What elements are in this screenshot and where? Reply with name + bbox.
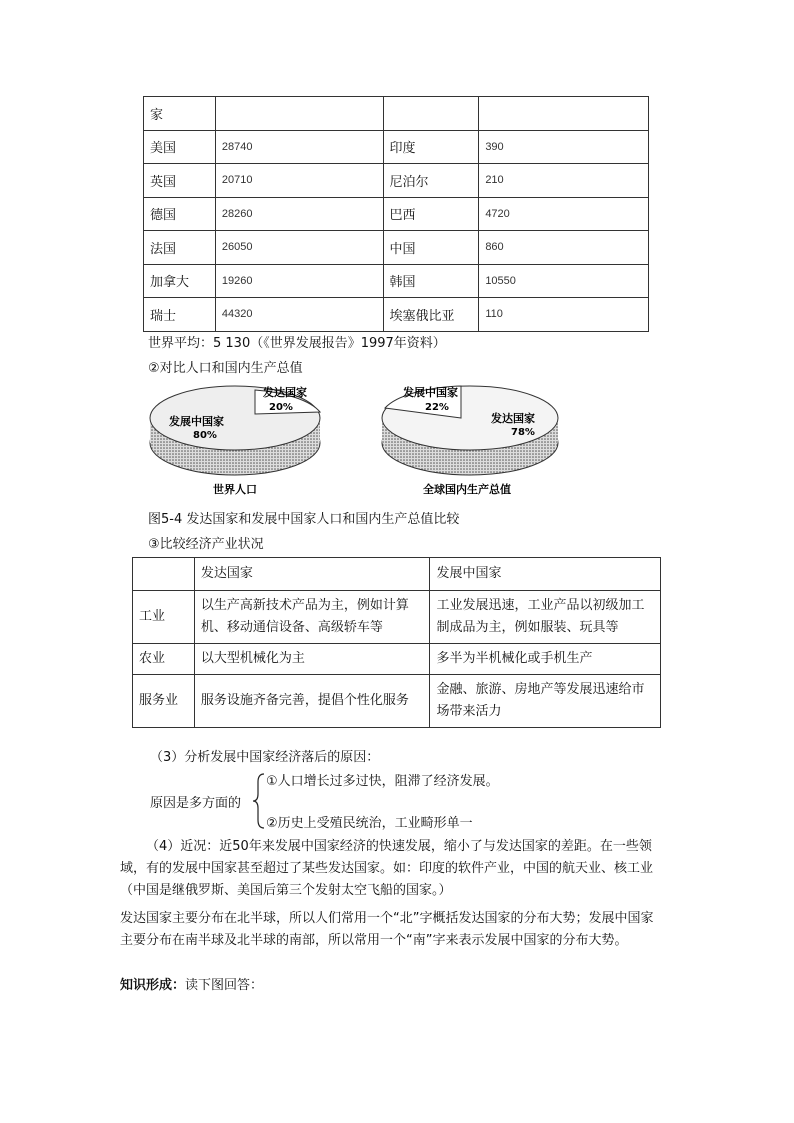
income-table-cell: 中国 bbox=[383, 231, 479, 265]
income-table-cell: 英国 bbox=[144, 164, 216, 198]
pie-gdp-developing-pct: 22% bbox=[425, 402, 449, 413]
income-table-cell: 390 bbox=[479, 130, 649, 164]
income-table-cell bbox=[383, 97, 479, 131]
industry-table-cell: 服务业 bbox=[133, 675, 195, 728]
income-table bbox=[143, 96, 649, 332]
industry-table-row bbox=[133, 591, 661, 644]
reasons-lead: 原因是多方面的 bbox=[150, 796, 242, 811]
income-table-cell: 19260 bbox=[215, 264, 383, 298]
pie-population bbox=[150, 385, 320, 496]
brace-icon bbox=[252, 772, 266, 830]
knowledge-line bbox=[120, 974, 263, 993]
pie-gdp-developed-label: 发达国家 bbox=[491, 412, 535, 425]
section3b-title: （3）分析发展中国家经济落后的原因： bbox=[150, 750, 380, 765]
income-table-cell: 26050 bbox=[215, 231, 383, 265]
industry-table-cell: 金融、旅游、房地产等发展迅速给市场带来活力 bbox=[430, 675, 661, 728]
pie-gdp-caption: 全球国内生产总值 bbox=[423, 483, 511, 496]
industry-table bbox=[132, 557, 661, 728]
income-table-row bbox=[144, 197, 649, 231]
reason-2: ②历史上受殖民统治，工业畸形单一 bbox=[266, 816, 473, 831]
pie-gdp bbox=[382, 385, 558, 496]
income-table-cell: 瑞士 bbox=[144, 298, 216, 332]
industry-table-row bbox=[133, 675, 661, 728]
income-table-row bbox=[144, 298, 649, 332]
income-table-cell: 28740 bbox=[215, 130, 383, 164]
industry-table-cell: 以生产高新技术产品为主，例如计算机、移动通信设备、高级轿车等 bbox=[194, 591, 430, 644]
industry-table-cell: 农业 bbox=[133, 644, 195, 675]
industry-table-header: 发展中国家 bbox=[430, 558, 661, 591]
income-table-cell: 10550 bbox=[479, 264, 649, 298]
industry-table-cell: 工业发展迅速，工业产品以初级加工制成品为主，例如服装、玩具等 bbox=[430, 591, 661, 644]
pie-population-developed-pct: 20% bbox=[269, 402, 293, 413]
income-table-cell: 家 bbox=[144, 97, 216, 131]
income-table-cell: 巴西 bbox=[383, 197, 479, 231]
industry-table-cell: 服务设施齐备完善，提倡个性化服务 bbox=[194, 675, 430, 728]
knowledge-text: 读下图回答： bbox=[185, 978, 264, 993]
pie-gdp-developed-pct: 78% bbox=[511, 427, 535, 438]
section2-title: ②对比人口和国内生产总值 bbox=[148, 361, 303, 376]
industry-table-cell: 多半为半机械化或手机生产 bbox=[430, 644, 661, 675]
income-table-cell: 20710 bbox=[215, 164, 383, 198]
pie-population-developing-pct: 80% bbox=[193, 430, 217, 441]
income-table-row bbox=[144, 264, 649, 298]
knowledge-label: 知识形成： bbox=[120, 978, 186, 993]
income-table-cell: 4720 bbox=[479, 197, 649, 231]
income-table-cell: 法国 bbox=[144, 231, 216, 265]
income-table-cell: 210 bbox=[479, 164, 649, 198]
income-table-cell: 美国 bbox=[144, 130, 216, 164]
income-table-cell: 加拿大 bbox=[144, 264, 216, 298]
income-table-cell: 110 bbox=[479, 298, 649, 332]
income-table-cell: 韩国 bbox=[383, 264, 479, 298]
income-table-cell: 德国 bbox=[144, 197, 216, 231]
pie-population-caption: 世界人口 bbox=[213, 483, 257, 496]
income-table-cell: 印度 bbox=[383, 130, 479, 164]
industry-table-header-row bbox=[133, 558, 661, 591]
world-average-note: 世界平均：5 130（《世界发展报告》1997年资料） bbox=[148, 336, 446, 351]
distribution-paragraph: 发达国家主要分布在北半球，所以人们常用一个“北”字概括发达国家的分布大势；发展中国家主要分布在南半球及北半球的南部，所以常用一个“南”字来表示发展中国家的分布大势。 bbox=[120, 911, 654, 948]
income-table-cell: 44320 bbox=[215, 298, 383, 332]
figure-caption: 图5-4 发达国家和发展中国家人口和国内生产总值比较 bbox=[148, 512, 460, 527]
income-table-row bbox=[144, 164, 649, 198]
income-table-cell: 28260 bbox=[215, 197, 383, 231]
pie-comparison-figure bbox=[145, 378, 665, 503]
income-table-cell: 860 bbox=[479, 231, 649, 265]
industry-table-cell: 以大型机械化为主 bbox=[194, 644, 430, 675]
income-table-cell bbox=[215, 97, 383, 131]
pie-population-developing-label: 发展中国家 bbox=[169, 415, 224, 428]
income-table-row bbox=[144, 231, 649, 265]
income-table-row bbox=[144, 97, 649, 131]
section3-title: ③比较经济产业状况 bbox=[148, 537, 264, 552]
pie-gdp-developing-label: 发展中国家 bbox=[403, 386, 458, 399]
industry-table-header: 发达国家 bbox=[194, 558, 430, 591]
industry-table-row bbox=[133, 644, 661, 675]
income-table-row bbox=[144, 130, 649, 164]
section4-paragraph: （4）近况：近50年来发展中国家经济的快速发展，缩小了与发达国家的差距。在一些领域，有的发展中国家甚至超过了某些发达国家。如：印度的软件产业，中国的航天业、核工业（中国是继俄罗斯、美国后第三个发射太空飞船的国家。） bbox=[120, 839, 654, 898]
income-table-cell: 埃塞俄比亚 bbox=[383, 298, 479, 332]
reason-1: ①人口增长过多过快，阻滞了经济发展。 bbox=[266, 774, 499, 789]
industry-table-header bbox=[133, 558, 195, 591]
income-table-cell: 尼泊尔 bbox=[383, 164, 479, 198]
industry-table-cell: 工业 bbox=[133, 591, 195, 644]
income-table-cell bbox=[479, 97, 649, 131]
pie-population-developed-label: 发达国家 bbox=[263, 386, 307, 399]
